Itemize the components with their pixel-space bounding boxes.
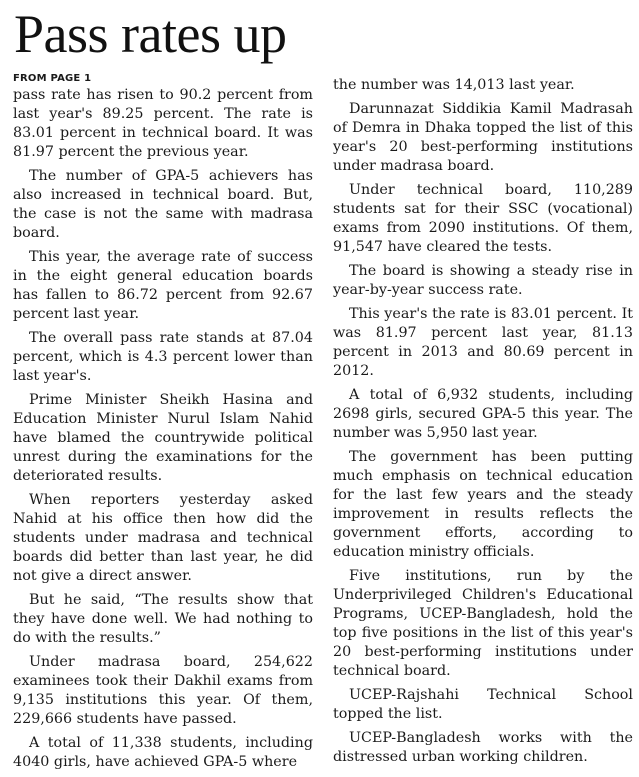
paragraph: UCEP-Rajshahi Technical School topped the list. <box>333 687 633 722</box>
paragraph: the number was 14,013 last year. <box>333 77 575 93</box>
paragraph: The government has been putting much emphasis on technical education for the last few years and the steady improvement in results reflects the government efforts, according to education ministry officials. <box>333 449 633 560</box>
kicker-from-page: FROM PAGE 1 <box>13 73 92 84</box>
paragraph: A total of 6,932 students, including 2698 girls, secured GPA-5 this year. The number was 5,950 last year. <box>333 387 633 441</box>
article-column-right <box>333 76 633 772</box>
paragraph: This year's the rate is 83.01 percent. It was 81.97 percent last year, 81.13 percent in 2013 and 80.69 percent in 2012. <box>333 306 633 379</box>
article-column-left <box>13 72 313 777</box>
headline: Pass rates up <box>14 4 287 64</box>
paragraph: The number of GPA-5 achievers has also increased in technical board. But, the case is not the same with madrasa board. <box>13 168 313 241</box>
paragraph: The overall pass rate stands at 87.04 percent, which is 4.3 percent lower than last year's. <box>13 330 313 384</box>
paragraph: When reporters yesterday asked Nahid at his office then how did the students under madrasa and technical boards did better than last year, he did not give a direct answer. <box>13 492 313 584</box>
paragraph: This year, the average rate of success in the eight general education boards has fallen to 86.72 percent from 92.67 percent last year. <box>13 249 313 322</box>
paragraph: UCEP-Bangladesh works with the distressed urban working children. <box>333 730 633 765</box>
paragraph: The board is showing a steady rise in year-by-year success rate. <box>333 263 633 298</box>
paragraph: Prime Minister Sheikh Hasina and Education Minister Nurul Islam Nahid have blamed the countrywide political unrest during the examinations for the deteriorated results. <box>13 392 313 484</box>
paragraph: Five institutions, run by the Underprivileged Children's Educational Programs, UCEP-Bangladesh, hold the top five positions in the list of this year's 20 best-performing institutions under technical board. <box>333 568 633 679</box>
paragraph: pass rate has risen to 90.2 percent from last year's 89.25 percent. The rate is 83.01 percent in technical board. It was 81.97 percent the previous year. <box>13 87 313 160</box>
paragraph: But he said, “The results show that they have done well. We had nothing to do with the results.” <box>13 592 313 646</box>
paragraph: A total of 11,338 students, including 4040 girls, have achieved GPA-5 where <box>13 735 313 770</box>
paragraph: Under technical board, 110,289 students sat for their SSC (vocational) exams from 2090 institutions. Of them, 91,547 have cleared the tests. <box>333 182 633 255</box>
paragraph: Under madrasa board, 254,622 examinees took their Dakhil exams from 9,135 institutions this year. Of them, 229,666 students have passed. <box>13 654 313 727</box>
paragraph: Darunnazat Siddikia Kamil Madrasah of Demra in Dhaka topped the list of this year's 20 best-performing institutions under madrasa board. <box>333 101 633 174</box>
